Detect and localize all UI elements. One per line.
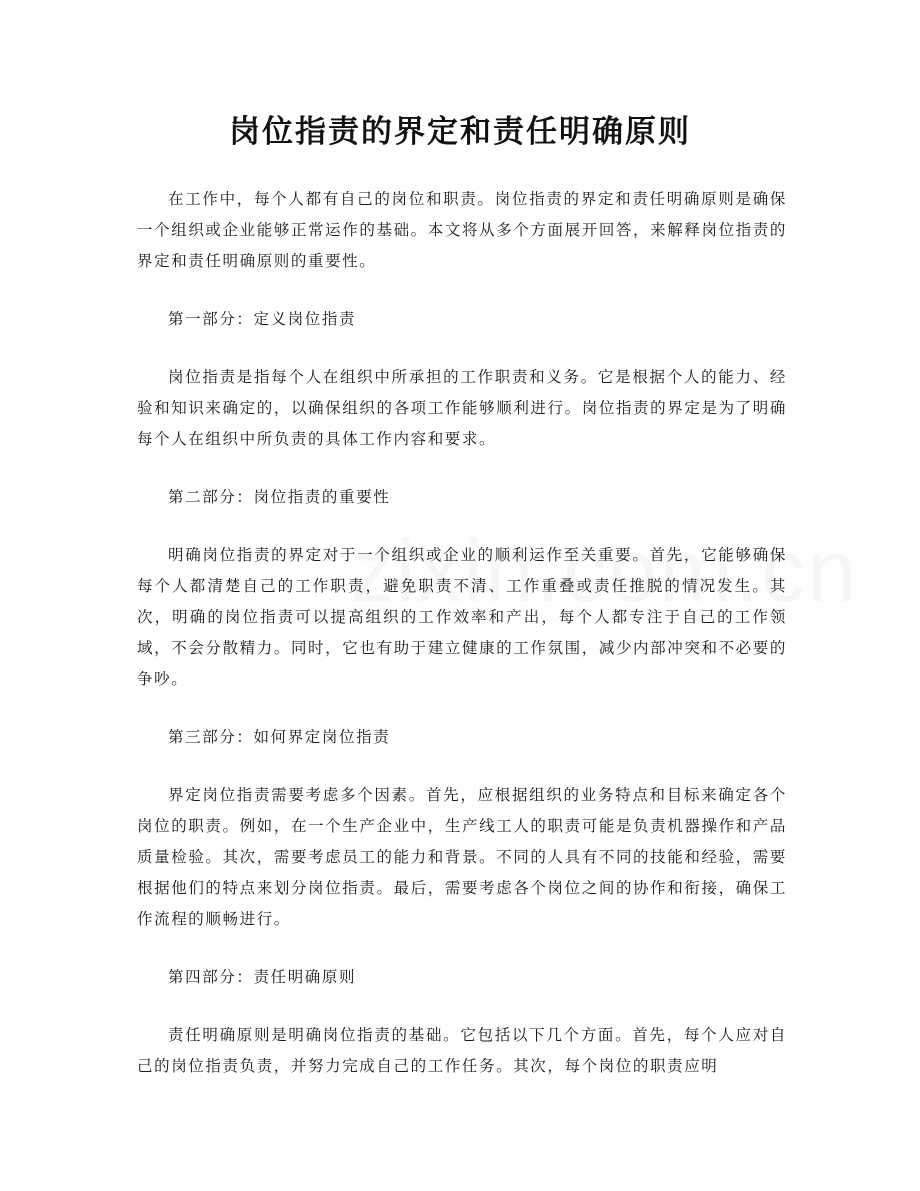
- intro-paragraph: 在工作中，每个人都有自己的岗位和职责。岗位指责的界定和责任明确原则是确保一个组织或企业能够正常运作的基础。本文将从多个方面展开回答，来解释岗位指责的界定和责任明确原则的重要性。: [137, 190, 787, 270]
- section-heading-1: 第一部分：定义岗位指责: [168, 310, 357, 328]
- section-paragraph-2: 明确岗位指责的界定对于一个组织或企业的顺利运作至关重要。首先，它能够确保每个人都清楚自己的工作职责，避免职责不清、工作重叠或责任推脱的情况发生。其次，明确的岗位指责可以提高组织的工作效率和产出，每个人都专注于自己的工作领域，不会分散精力。同时，它也有助于建立健康的工作氛围，减少内部冲突和不必要的争吵。: [137, 546, 787, 688]
- section-paragraph-3: 界定岗位指责需要考虑多个因素。首先，应根据组织的业务特点和目标来确定各个岗位的职责。例如，在一个生产企业中，生产线工人的职责可能是负责机器操作和产品质量检验。其次，需要考虑员工的能力和背景。不同的人具有不同的技能和经验，需要根据他们的特点来划分岗位指责。最后，需要考虑各个岗位之间的协作和衔接，确保工作流程的顺畅进行。: [137, 786, 787, 928]
- document-title: 岗位指责的界定和责任明确原则: [229, 114, 691, 150]
- section-heading-3: 第三部分：如何界定岗位指责: [168, 728, 391, 746]
- document-body: [137, 184, 787, 1109]
- section-heading-2: 第二部分：岗位指责的重要性: [168, 488, 391, 506]
- section-heading-4: 第四部分：责任明确原则: [168, 968, 357, 986]
- section-paragraph-4: 责任明确原则是明确岗位指责的基础。它包括以下几个方面。首先，每个人应对自己的岗位指责负责，并努力完成自己的工作任务。其次，每个岗位的职责应明: [137, 1026, 787, 1075]
- section-paragraph-1: 岗位指责是指每个人在组织中所承担的工作职责和义务。它是根据个人的能力、经验和知识来确定的，以确保组织的各项工作能够顺利进行。岗位指责的界定是为了明确每个人在组织中所负责的具体工作内容和要求。: [137, 368, 787, 448]
